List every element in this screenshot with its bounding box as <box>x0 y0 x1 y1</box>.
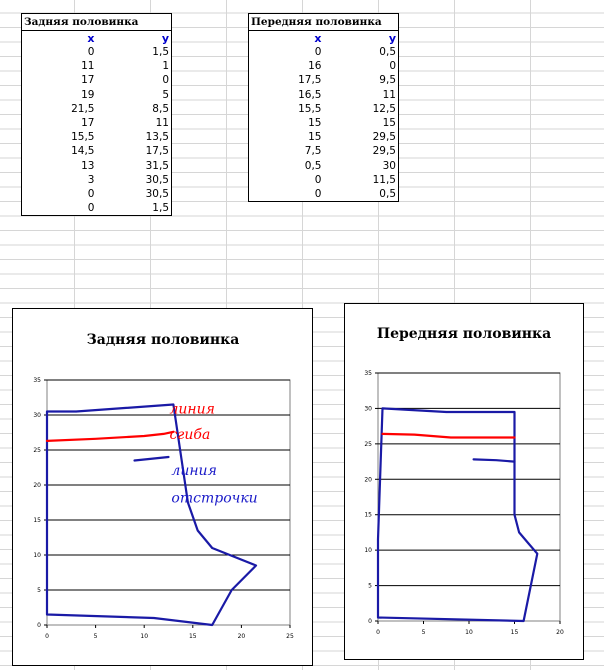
table-row <box>249 130 399 144</box>
cell-y[interactable]: 11 <box>382 88 396 101</box>
table-row <box>249 116 399 130</box>
cell-x[interactable]: 11 <box>81 60 95 73</box>
table-row <box>22 59 172 73</box>
cell-x[interactable]: 19 <box>81 88 95 101</box>
chart-back-half[interactable] <box>12 308 313 666</box>
table-row <box>249 73 399 87</box>
table-body <box>22 45 172 216</box>
cell-x[interactable]: 15,5 <box>71 131 95 144</box>
data-point <box>382 433 383 434</box>
data-point <box>377 617 378 618</box>
cell-y[interactable]: 1,5 <box>152 46 169 59</box>
table-row <box>249 144 399 158</box>
table-front-half <box>248 13 399 202</box>
y-tick-label: 5 <box>368 582 372 590</box>
x-tick-label: 0 <box>376 629 380 636</box>
data-point <box>231 589 232 590</box>
table-row <box>22 73 172 87</box>
y-tick-label: 15 <box>33 517 41 524</box>
cell-x[interactable]: 15 <box>308 131 322 144</box>
cell-y[interactable]: 1,5 <box>152 202 169 215</box>
data-point <box>514 514 515 515</box>
x-tick-label: 0 <box>45 633 49 640</box>
y-tick-label: 10 <box>364 547 372 555</box>
x-tick-label: 10 <box>140 633 149 640</box>
data-point <box>144 435 145 436</box>
data-point <box>537 553 538 554</box>
annotation-label: линия <box>169 401 215 418</box>
cell-y[interactable]: 11 <box>155 117 169 130</box>
data-point <box>197 530 198 531</box>
x-tick-label: 25 <box>286 633 294 640</box>
cell-y[interactable]: 8,5 <box>152 102 169 115</box>
cell-x[interactable]: 17 <box>81 74 95 87</box>
cell-y[interactable]: 30 <box>382 159 396 172</box>
cell-y[interactable]: 11,5 <box>372 173 396 186</box>
cell-y[interactable]: 30,5 <box>145 187 169 200</box>
table-row <box>22 187 172 201</box>
data-point <box>212 624 213 625</box>
data-point <box>514 437 515 438</box>
y-tick-label: 15 <box>364 511 372 519</box>
chart-title: Задняя половинка <box>86 332 240 348</box>
data-point <box>414 434 415 435</box>
data-point <box>518 532 519 533</box>
data-point <box>446 411 447 412</box>
cell-y[interactable]: 31,5 <box>145 159 169 172</box>
x-tick-label: 20 <box>237 633 246 640</box>
x-tick-label: 15 <box>510 629 519 636</box>
cell-y[interactable]: 9,5 <box>379 74 396 87</box>
cell-y[interactable]: 1 <box>162 60 169 73</box>
table-row <box>22 88 172 102</box>
table-row <box>249 88 399 102</box>
cell-x[interactable]: 21,5 <box>71 102 95 115</box>
annotation-label: отстрочки <box>171 490 258 507</box>
data-point <box>46 614 47 615</box>
table-title: Передняя половинка <box>249 14 399 31</box>
cell-y[interactable]: 0,5 <box>379 46 396 59</box>
data-point <box>163 433 164 434</box>
cell-x[interactable]: 0,5 <box>304 159 322 172</box>
cell-x[interactable]: 0 <box>87 202 95 215</box>
table-row <box>22 144 172 158</box>
x-tick-label: 10 <box>465 629 473 636</box>
cell-x[interactable]: 14,5 <box>71 145 95 158</box>
y-tick-label: 30 <box>33 412 41 419</box>
data-point <box>46 440 47 441</box>
cell-y[interactable]: 0 <box>162 74 169 87</box>
cell-x[interactable]: 0 <box>87 46 95 59</box>
table-body <box>249 45 399 202</box>
cell-x[interactable]: 0 <box>314 46 322 59</box>
data-point <box>523 620 524 621</box>
column-header-x: x <box>314 31 322 45</box>
y-tick-label: 35 <box>33 377 41 384</box>
table-row <box>22 201 172 216</box>
chart-front-half-svg <box>345 304 583 659</box>
cell-x[interactable]: 15,5 <box>298 102 322 115</box>
table-row <box>249 59 399 73</box>
y-tick-label: 0 <box>37 622 41 629</box>
x-tick-label: 15 <box>188 633 197 640</box>
y-tick-label: 20 <box>33 482 41 489</box>
annotation-label: линия <box>171 463 217 480</box>
data-point <box>46 411 47 412</box>
data-point <box>496 460 497 461</box>
y-tick-label: 25 <box>33 447 41 454</box>
x-tick-label: 5 <box>421 629 426 636</box>
table-row <box>22 45 172 59</box>
chart-front-half[interactable] <box>344 303 584 660</box>
data-point <box>168 456 169 457</box>
column-header-y: y <box>161 31 169 45</box>
cell-y[interactable]: 13,5 <box>145 131 169 144</box>
cell-y[interactable]: 30,5 <box>145 173 169 186</box>
data-point <box>514 411 515 412</box>
cell-y[interactable]: 17,5 <box>145 145 169 158</box>
y-tick-label: 5 <box>37 587 41 594</box>
data-point <box>212 547 213 548</box>
data-point <box>487 437 488 438</box>
cell-x[interactable]: 17,5 <box>298 74 322 87</box>
data-point <box>473 459 474 460</box>
data-point <box>528 542 529 543</box>
column-header-y: y <box>388 31 396 45</box>
data-point <box>76 411 77 412</box>
cell-y[interactable]: 12,5 <box>372 102 396 115</box>
table-row <box>249 173 399 187</box>
cell-x[interactable]: 15 <box>308 117 322 130</box>
x-tick-label: 5 <box>93 633 98 640</box>
cell-x[interactable]: 16,5 <box>298 88 322 101</box>
data-point <box>134 460 135 461</box>
y-tick-label: 10 <box>33 552 41 559</box>
chart-title: Передняя половинка <box>376 326 552 342</box>
chart-back-half-svg <box>13 309 312 665</box>
y-tick-label: 20 <box>364 476 372 484</box>
table-row <box>22 116 172 130</box>
y-tick-label: 0 <box>368 618 372 625</box>
cell-y[interactable]: 29,5 <box>372 131 396 144</box>
table-row <box>249 45 399 59</box>
y-tick-label: 35 <box>364 370 372 377</box>
table-row <box>22 130 172 144</box>
y-tick-label: 25 <box>364 440 372 448</box>
cell-y[interactable]: 0,5 <box>379 187 396 200</box>
table-row <box>249 187 399 202</box>
table-row <box>22 173 172 187</box>
table-row <box>249 102 399 116</box>
cell-x[interactable]: 13 <box>81 159 95 172</box>
cell-x[interactable]: 3 <box>87 173 95 186</box>
table-title: Задняя половинка <box>22 14 172 31</box>
data-point <box>450 437 451 438</box>
data-point <box>382 408 383 409</box>
cell-x[interactable]: 17 <box>81 117 95 130</box>
table-row <box>22 102 172 116</box>
x-tick-label: 20 <box>556 629 564 636</box>
cell-y[interactable]: 0 <box>389 60 396 73</box>
cell-x[interactable]: 7,5 <box>304 145 322 158</box>
cell-x[interactable]: 16 <box>308 60 322 73</box>
y-tick-label: 30 <box>364 405 372 413</box>
data-point <box>153 617 154 618</box>
cell-x[interactable]: 0 <box>87 187 95 200</box>
data-point <box>255 565 256 566</box>
data-point <box>514 461 515 462</box>
table-row <box>249 159 399 173</box>
table-back-half <box>21 13 172 216</box>
data-point <box>95 438 96 439</box>
annotation-label: сгиба <box>169 426 211 443</box>
cell-y[interactable]: 5 <box>162 88 169 101</box>
cell-y[interactable]: 29,5 <box>372 145 396 158</box>
table-row <box>22 159 172 173</box>
column-header-x: x <box>87 31 95 45</box>
cell-y[interactable]: 15 <box>382 117 396 130</box>
cell-x[interactable]: 0 <box>314 173 322 186</box>
data-point <box>377 539 378 540</box>
cell-x[interactable]: 0 <box>314 187 322 200</box>
